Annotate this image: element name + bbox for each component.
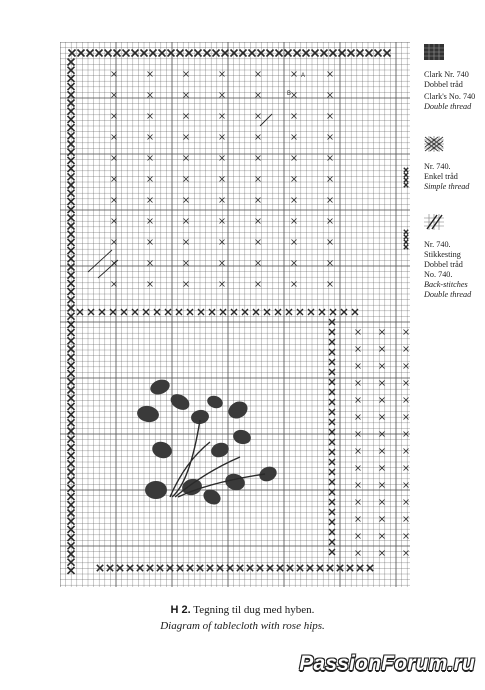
stitch-cross [380,364,385,369]
stitch-cross [292,198,297,203]
stitch-cross [329,449,335,455]
stitch-cross [220,93,225,98]
stitch-cross [220,114,225,119]
stitch-cross [68,280,75,287]
stitch-cross [213,50,220,57]
stitch-cross [404,178,408,182]
stitch-cross [327,565,333,571]
stitch-cross [328,114,333,119]
stitch-cross [329,359,335,365]
stitch-cross [275,309,281,315]
stitch-cross [68,264,75,271]
stitch-cross [256,261,261,266]
stitch-cross [184,135,189,140]
stitch-cross [264,309,270,315]
stitch-cross [68,165,75,172]
stitch-cross [329,539,335,545]
stitch-cross [328,177,333,182]
stitch-cross [380,330,385,335]
stitch-cross [356,364,361,369]
stitch-cross [308,309,314,315]
stitch-cross [329,479,335,485]
stitch-cross [329,329,335,335]
stitch-cross [404,551,409,556]
stitch-cross [328,219,333,224]
stitch-cross [150,50,157,57]
stitch-cross [68,403,75,410]
stitch-cross [220,198,225,203]
stitch-cross [198,309,204,315]
stitch-cross [356,483,361,488]
stitch-cross [184,177,189,182]
stitch-cross [404,449,409,454]
stitch-cross [68,329,75,336]
stitch-cross [380,449,385,454]
stitch-cross [247,565,253,571]
stitch-cross [321,50,328,57]
stitch-cross [231,50,238,57]
stitch-cross [286,309,292,315]
stitch-cross [68,469,75,476]
stitch-cross [297,565,303,571]
stitch-cross [121,309,127,315]
stitch-cross [329,389,335,395]
stitch-cross [294,50,301,57]
stitch-cross [68,436,75,443]
leaf [136,404,160,424]
legend-text: Stikkesting [424,250,461,259]
stitch-cross [329,409,335,415]
stitch-cross [329,519,335,525]
stitch-cross [317,565,323,571]
stitch-cross [375,50,382,57]
stitch-cross [404,235,408,239]
stitch-cross [328,93,333,98]
legend-text: Dobbel tråd [424,260,463,269]
stitch-cross [404,245,408,249]
stitch-cross [217,565,223,571]
stitch-cross [329,529,335,535]
stitch-cross [347,565,353,571]
leaf [150,439,174,461]
stitch-cross [256,93,261,98]
stitch-cross [256,135,261,140]
stitch-cross [285,50,292,57]
leaf [257,464,279,484]
stitch-cross [328,282,333,287]
stitch-cross [168,50,175,57]
stitch-cross [68,214,75,221]
stitch-cross [68,534,75,541]
stitch-cross [184,114,189,119]
stitch-cross [68,173,75,180]
stitch-cross [256,282,261,287]
stitch-cross [380,500,385,505]
stitch-cross [341,309,347,315]
stitch-cross [68,510,75,517]
stitch-cross [357,565,363,571]
stitch-cross [68,477,75,484]
stitch-cross [148,198,153,203]
stitch-cross [404,398,409,403]
stitch-cross [339,50,346,57]
stitch-cross [68,493,75,500]
stitch-cross [117,565,123,571]
stitch-cross [68,337,75,344]
stitch-cross [356,517,361,522]
stitch-cross [68,124,75,131]
stitch-cross [256,198,261,203]
stitch-cross [356,551,361,556]
stitch-cross [127,565,133,571]
stitch-cross [356,415,361,420]
leaf [168,391,192,413]
stitch-cross [68,182,75,189]
stitch-cross [88,309,94,315]
stitch-cross [356,500,361,505]
leaf [148,377,172,397]
stitch-cross [207,565,213,571]
cross-stitch-chart [60,42,410,587]
stitch-cross [68,313,75,320]
legend-text: Dobbel tråd [424,80,463,89]
stitch-cross [356,330,361,335]
stitch-cross [329,469,335,475]
stitch-cross [68,108,75,115]
stitch-cross [68,247,75,254]
legend-double-thread [424,44,484,112]
stitch-cross [297,309,303,315]
legend-text: Back-stitches [424,280,468,289]
stitch-cross [292,282,297,287]
leaf [225,398,250,422]
stitch-cross [68,378,75,385]
stitch-cross [195,50,202,57]
stitch-cross [348,50,355,57]
stitch-cross [177,565,183,571]
stitch-cross [380,381,385,386]
stitch-cross [187,309,193,315]
stitch-cross [356,534,361,539]
stitch-cross [68,305,75,312]
stitch-cross [68,157,75,164]
stitch-cross [404,534,409,539]
stitch-cross [68,387,75,394]
stitch-cross [148,261,153,266]
stitch-cross [404,347,409,352]
stitch-cross [352,309,358,315]
legend-text: Clark's No. 740 [424,92,476,101]
stitch-cross [123,50,130,57]
stitch-cross [187,565,193,571]
stitch-cross [77,309,83,315]
stitch-cross [157,565,163,571]
legend-text: Clark Nr. 740 [424,70,469,79]
stitch-cross [176,309,182,315]
stitch-cross [68,100,75,107]
stitch-cross [256,114,261,119]
stitch-cross [404,517,409,522]
stitch-cross [276,50,283,57]
stitch-cross [329,339,335,345]
figure-caption [0,602,485,634]
stitch-cross [68,239,75,246]
stitch-cross [110,309,116,315]
stitch-cross [287,565,293,571]
stitch-cross [69,50,76,57]
stitch-cross [107,565,113,571]
stitch-cross [148,282,153,287]
stitch-cross [68,346,75,353]
stitch-cross [292,177,297,182]
stitch-cross [330,309,336,315]
stitch-cross [380,551,385,556]
stitch-cross [292,114,297,119]
stitch-cross [220,309,226,315]
stitch-cross [220,261,225,266]
stitch-cross [384,50,391,57]
stitch-cross [68,567,75,574]
stitch-cross [68,75,75,82]
stitch-cross [148,135,153,140]
stitch-cross [292,93,297,98]
stitch-cross [184,93,189,98]
stitch-cross [356,449,361,454]
stitch-cross [154,309,160,315]
back-stitch-icon [424,214,444,230]
stitch-cross [148,93,153,98]
stitch-cross [404,364,409,369]
stitch-cross [114,50,121,57]
stitch-cross [380,483,385,488]
stitch-cross [68,67,75,74]
stitch-cross [220,282,225,287]
stitch-cross [159,50,166,57]
simple-thread-cross-icon [424,136,444,152]
stitch-cross [68,452,75,459]
stitch-cross [404,168,408,172]
stitch-cross [68,272,75,279]
stitch-cross [356,398,361,403]
stitch-cross [231,309,237,315]
stitch-cross [68,255,75,262]
stitch-cross [165,309,171,315]
stitch-cross [220,219,225,224]
stitch-cross [148,219,153,224]
stitch-cross [367,565,373,571]
stitch-cross [87,50,94,57]
stitch-cross [68,132,75,139]
stitch-cross [380,534,385,539]
stitch-cross [292,261,297,266]
stitch-cross [97,565,103,571]
caption-english: Diagram of tablecloth with rose hips. [160,620,325,632]
stitch-cross [220,135,225,140]
stitch-cross [256,177,261,182]
legend-text: Double thread [424,290,472,299]
stitch-cross [404,230,408,234]
stitch-cross [249,50,256,57]
stitch-cross [209,309,215,315]
stitch-cross [68,485,75,492]
stitch-cross [242,309,248,315]
stitch-cross [328,261,333,266]
stitch-cross [220,177,225,182]
stitch-cross [184,282,189,287]
stitch-cross [78,50,85,57]
double-thread-cross-icon [424,44,444,60]
stitch-cross [307,565,313,571]
leaf [231,428,252,446]
stitch-cross [68,362,75,369]
stitch-cross [329,399,335,405]
stitch-cross [68,370,75,377]
stitch-cross [404,500,409,505]
stitch-cross [267,50,274,57]
stitch-cross [330,50,337,57]
leaf [205,394,224,411]
stitch-cross [68,296,75,303]
stitch-cross [329,379,335,385]
stitch-cross [256,219,261,224]
stitch-cross [68,395,75,402]
stitch-cross [240,50,247,57]
stitch-cross [222,50,229,57]
legend-text: Nr. 740. [424,162,451,171]
stitch-cross [404,415,409,420]
stitch-cross [380,517,385,522]
stitch-cross [184,261,189,266]
stitch-cross [356,381,361,386]
stitch-cross [328,135,333,140]
leaf [145,481,167,499]
stitch-cross [404,381,409,386]
legend-text: No. 740. [424,270,453,279]
legend-text: Enkel tråd [424,172,458,181]
stitch-cross [380,347,385,352]
stitch-cross [356,466,361,471]
stitch-cross [404,483,409,488]
stitch-cross [68,83,75,90]
stitch-cross [148,177,153,182]
legend-text: Double thread [424,102,472,111]
stitch-cross [267,565,273,571]
stitch-cross [68,149,75,156]
chart-grid [60,42,410,587]
stitch-cross [292,219,297,224]
stitch-cross [96,50,103,57]
stitch-cross [184,219,189,224]
stitch-cross [303,50,310,57]
stitch-cross [329,549,335,555]
watermark: PassionForum.ru [299,652,475,675]
stitch-cross [68,231,75,238]
stitch-cross [404,183,408,187]
stitch-cross [68,559,75,566]
stitch-cross [186,50,193,57]
stitch-cross [329,509,335,515]
caption-norwegian: Tegning til dug med hyben. [193,604,315,616]
stitch-cross [329,499,335,505]
stitch-cross [132,50,139,57]
legend-simple-thread [424,136,484,192]
legend-text: Simple thread [424,182,470,191]
stitch-cross [356,347,361,352]
stitch-cross [380,466,385,471]
stitch-cross [68,526,75,533]
stitch-cross [237,565,243,571]
stitch-cross [99,309,105,315]
stitch-cross [257,565,263,571]
legend-text: Nr. 740. [424,240,451,249]
stitch-cross [68,116,75,123]
stitch-cross [137,565,143,571]
stitch-cross [380,415,385,420]
stitch-cross [68,223,75,230]
stitch-cross [147,565,153,571]
stitch-cross [329,439,335,445]
stitch-cross [380,398,385,403]
stitch-cross [319,309,325,315]
stitch-cross [204,50,211,57]
legend-back-stitches [424,214,484,300]
leaf [209,440,231,459]
stitch-cross [329,419,335,425]
stitch-cross [68,501,75,508]
rose-hip-motif [136,377,279,508]
stitch-cross [366,50,373,57]
stitch-cross [258,50,265,57]
stitch-cross [184,198,189,203]
stitch-cross [68,444,75,451]
stitch-cross [404,466,409,471]
stitch-cross [404,330,409,335]
caption-label: H 2. [170,604,191,616]
stitch-cross [329,369,335,375]
stitch-cross [68,141,75,148]
stitch-cross [292,135,297,140]
stitch-cross [277,565,283,571]
stitch-cross [148,114,153,119]
marker-b: B [287,91,292,97]
stitch-cross [68,460,75,467]
stitch-cross [328,198,333,203]
marker-a: A [301,73,306,79]
stitch-cross [68,354,75,361]
